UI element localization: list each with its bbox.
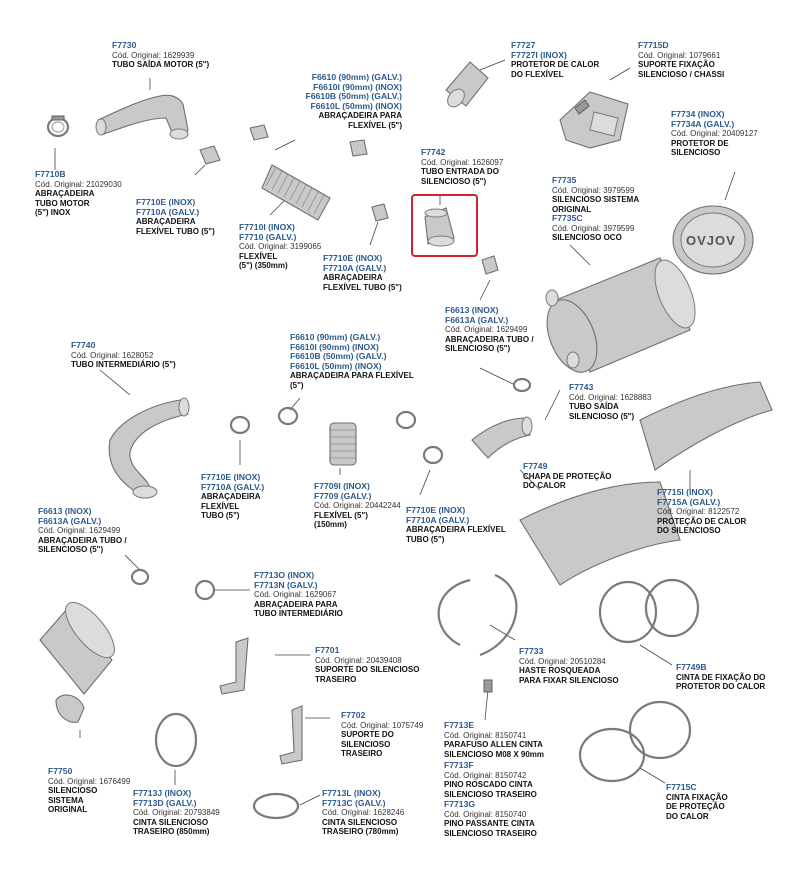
clamp-f7713o <box>196 581 214 599</box>
original-code: Cód. Original: 20442244 <box>314 501 401 511</box>
original-code: Cód. Original: 8150742 <box>444 770 527 780</box>
part-description: CINTA SILENCIOSO <box>133 817 209 827</box>
part-description: TUBO (5") <box>201 511 240 521</box>
part-description: TRASEIRO <box>315 674 357 684</box>
part-description: SILENCIOSO (5") <box>569 411 635 421</box>
original-code: Cód. Original: 21029030 <box>35 179 122 189</box>
part-description: ABRAÇADEIRA PARA <box>254 599 338 609</box>
part-code: F6610 (90mm) (GALV.) <box>290 332 381 342</box>
part-description: SILENCIOSO <box>341 739 391 749</box>
part-description: PROTETOR DE CALOR <box>511 60 600 70</box>
part-code: F7710I (INOX) <box>239 222 295 232</box>
part-description: TRASEIRO <box>341 749 383 759</box>
part-description: PINO PASSANTE CINTA <box>444 819 535 829</box>
part-description: ORIGINAL <box>552 204 592 214</box>
part-label <box>421 148 503 186</box>
part-description: PROTETOR DE <box>671 138 729 148</box>
part-code: F7710E (INOX) <box>406 505 466 515</box>
clamp-upper-1 <box>200 146 220 164</box>
part-code: F6610I (90mm) (INOX) <box>313 81 402 92</box>
clamp-f6613-ring <box>514 379 530 391</box>
part-label <box>552 214 634 243</box>
part-code: F7749 <box>523 461 548 471</box>
part-description: DE PROTEÇÃO <box>666 802 725 812</box>
part-description: PARA FIXAR SILENCIOSO <box>519 675 619 685</box>
part-description: FLEXÍVEL (5") <box>314 510 368 520</box>
part-label <box>444 721 544 759</box>
strap-f7715c <box>580 702 690 781</box>
part-label <box>323 254 402 292</box>
part-description: DO CALOR <box>666 811 709 821</box>
bracket-f7701 <box>220 638 248 694</box>
part-description: SISTEMA <box>48 795 84 805</box>
part-description: TRASEIRO (780mm) <box>322 827 399 837</box>
part-code: F7713D (GALV.) <box>133 797 197 808</box>
part-label <box>341 711 423 759</box>
rod-f7733 <box>439 575 517 655</box>
part-code: F6613A (GALV.) <box>445 314 509 325</box>
highlight-box <box>411 194 478 257</box>
part-description: CINTA DE FIXAÇÃO DO <box>676 672 766 682</box>
part-label <box>322 789 404 837</box>
part-description: DO FLEXÍVEL <box>511 69 564 79</box>
original-code: Cód. Original: 1079661 <box>638 50 721 60</box>
part-code: F6613 (INOX) <box>445 305 499 315</box>
part-description: CINTA SILENCIOSO <box>322 817 398 827</box>
part-code: F6610B (50mm) (GALV.) <box>290 351 387 362</box>
part-description: ABRAÇADEIRA <box>35 189 95 199</box>
part-description: FLEXÍVEL TUBO (5") <box>136 226 215 236</box>
flexible-f7710 <box>262 165 330 220</box>
clamp-mid-3 <box>397 412 415 428</box>
part-description: TUBO INTERMEDIÁRIO (5") <box>71 360 176 370</box>
part-code: F7730 <box>112 40 137 50</box>
part-code: F6610L (50mm) (INOX) <box>290 360 382 371</box>
badge-text: OVJOV <box>686 233 736 248</box>
part-label <box>239 223 321 271</box>
part-label <box>254 571 343 619</box>
part-description: ABRAÇADEIRA FLEXÍVEL <box>406 525 506 535</box>
part-code: F7743 <box>569 382 594 392</box>
part-description: SILENCIOSO <box>671 148 721 158</box>
part-label <box>136 198 215 236</box>
part-description: (5") <box>290 380 304 390</box>
part-code: F7710E (INOX) <box>323 253 383 263</box>
part-description: ABRAÇADEIRA PARA <box>318 111 402 121</box>
part-code: F7713E <box>444 720 475 730</box>
clamp-mid-2 <box>279 408 297 424</box>
part-description: SILENCIOSO TRASEIRO <box>444 828 537 838</box>
part-description: TUBO INTERMEDIÁRIO <box>254 609 343 619</box>
part-code: F7749B <box>676 662 707 672</box>
part-code: F7742 <box>421 147 446 157</box>
part-label <box>444 800 537 838</box>
part-label <box>671 110 758 158</box>
part-code: F7710A (GALV.) <box>406 514 470 525</box>
part-description: PROTEÇÃO DE CALOR <box>657 516 747 526</box>
part-description: (5") (350mm) <box>239 261 288 271</box>
part-code: F7710B <box>35 169 66 179</box>
part-label <box>406 506 506 544</box>
part-label <box>133 789 220 837</box>
clamp-f6613-mid <box>482 256 498 274</box>
strap-f7713j <box>156 714 196 766</box>
part-description: SILENCIOSO SISTEMA <box>552 195 640 205</box>
part-code: F7715I (INOX) <box>657 487 713 497</box>
part-description: PROTETOR DO CALOR <box>676 682 766 692</box>
part-code: F7709I (INOX) <box>314 481 370 491</box>
part-code: F7710E (INOX) <box>136 197 196 207</box>
part-label <box>315 646 419 684</box>
part-code: F6610I (90mm) (INOX) <box>290 341 379 352</box>
part-description: TRASEIRO (850mm) <box>133 827 210 837</box>
original-code: Cód. Original: 20439408 <box>315 655 402 665</box>
part-code: F7734 (INOX) <box>671 109 725 119</box>
part-description: SILENCIOSO TRASEIRO <box>444 789 537 799</box>
part-code: F7715C <box>666 782 697 792</box>
part-description: FLEXÍVEL <box>239 251 278 261</box>
part-description: SUPORTE DO SILENCIOSO <box>315 665 420 675</box>
plate-f7749 <box>520 482 680 585</box>
part-description: CHAPA DE PROTEÇÃO <box>523 471 612 481</box>
part-description: SILENCIOSO (5") <box>38 545 104 555</box>
part-label <box>112 41 209 70</box>
original-code: Cód. Original: 8150741 <box>444 730 527 740</box>
part-description: ABRAÇADEIRA TUBO / <box>445 334 534 344</box>
part-code: F7713N (GALV.) <box>254 579 318 590</box>
part-description: CINTA FIXAÇÃO <box>666 792 728 802</box>
part-label <box>201 473 264 521</box>
original-code: Cód. Original: 1629939 <box>112 50 195 60</box>
part-description: SILENCIOSO OCO <box>552 233 622 243</box>
muffler-f7750 <box>40 595 123 722</box>
part-description: PINO ROSCADO CINTA <box>444 780 533 790</box>
part-code: F7713O (INOX) <box>254 570 315 580</box>
part-code: F7750 <box>48 766 73 776</box>
original-code: Cód. Original: 1676499 <box>48 776 131 786</box>
original-code: Cód. Original: 20510284 <box>519 656 606 666</box>
part-description: ABRAÇADEIRA <box>323 273 383 283</box>
part-description: PARAFUSO ALLEN CINTA <box>444 740 543 750</box>
part-code: F7713J (INOX) <box>133 788 192 798</box>
leader-lines <box>55 60 735 805</box>
part-label <box>38 507 127 555</box>
part-code: F7713C (GALV.) <box>322 797 386 808</box>
part-description: SILENCIOSO (5") <box>421 176 487 186</box>
part-description: SUPORTE DO <box>341 730 394 740</box>
part-code: F7727I (INOX) <box>511 49 567 60</box>
original-code: Cód. Original: 1628883 <box>569 392 652 402</box>
clamp-mid-1 <box>231 417 249 433</box>
part-label <box>290 333 414 391</box>
part-code: F7733 <box>519 646 544 656</box>
part-description: TUBO MOTOR <box>35 198 90 208</box>
part-description: TUBO (5") <box>406 534 445 544</box>
original-code: Cód. Original: 3199065 <box>239 242 322 252</box>
part-label <box>35 170 122 218</box>
part-code: F6610B (50mm) (GALV.) <box>305 91 402 102</box>
part-label <box>262 73 402 131</box>
bracket-f7702 <box>280 706 302 764</box>
part-code: F7709 (GALV.) <box>314 490 372 501</box>
part-description: HASTE ROSQUEADA <box>519 666 601 676</box>
heatshield-f7715i <box>640 382 772 470</box>
part-description: DO CALOR <box>523 481 566 491</box>
part-code: F6613A (GALV.) <box>38 515 102 526</box>
part-code: F7715D <box>638 40 669 50</box>
part-label <box>445 306 534 354</box>
part-code: F7713F <box>444 760 474 770</box>
part-code: F7702 <box>341 710 366 720</box>
part-label <box>511 41 599 79</box>
part-description: ABRAÇADEIRA PARA FLEXÍVEL <box>290 371 414 381</box>
part-code: F7735 <box>552 175 577 185</box>
original-code: Cód. Original: 3979599 <box>552 223 635 233</box>
part-label <box>552 176 639 214</box>
part-description: SUPORTE FIXAÇÃO <box>638 60 715 70</box>
part-code: F7713L (INOX) <box>322 788 381 798</box>
part-label <box>523 462 611 491</box>
part-description: ORIGINAL <box>48 805 88 815</box>
part-code: F7710A (GALV.) <box>323 262 387 273</box>
part-code: F7740 <box>71 340 96 350</box>
part-label <box>71 341 176 370</box>
muffler-f7735 <box>537 255 703 380</box>
part-label <box>657 488 746 536</box>
original-code: Cód. Original: 1075749 <box>341 720 424 730</box>
bolt-f7713e <box>484 680 492 692</box>
part-label <box>314 482 401 530</box>
part-description: ABRAÇADEIRA <box>136 217 196 227</box>
clamp-upper-4 <box>372 204 388 221</box>
original-code: Cód. Original: 20793849 <box>133 808 220 818</box>
part-code: F7735C <box>552 213 583 223</box>
tube-f7743 <box>472 417 532 458</box>
part-code: F7710 (GALV.) <box>239 231 297 242</box>
part-description: SILENCIOSO M08 X 90mm <box>444 749 545 759</box>
part-code: F7715A (GALV.) <box>657 496 721 507</box>
part-label <box>569 383 651 421</box>
part-label <box>519 647 619 685</box>
part-code: F7710A (GALV.) <box>136 206 200 217</box>
tube-f7740 <box>109 398 189 498</box>
original-code: Cód. Original: 1629067 <box>254 590 337 600</box>
original-code: Cód. Original: 20409127 <box>671 129 758 139</box>
part-code: F6610 (90mm) (GALV.) <box>311 72 402 82</box>
part-label <box>444 761 537 799</box>
clamp-mid-4 <box>424 447 442 463</box>
part-code: F7710A (GALV.) <box>201 481 265 492</box>
part-description: (5") INOX <box>35 208 71 218</box>
part-label <box>666 783 728 821</box>
original-code: Cód. Original: 8122572 <box>657 507 740 517</box>
flexible-f7709 <box>330 423 356 465</box>
original-code: Cód. Original: 1629499 <box>445 325 528 335</box>
part-label <box>638 41 724 79</box>
part-code: F7701 <box>315 645 340 655</box>
part-description: SILENCIOSO <box>48 786 98 796</box>
part-label <box>48 767 130 815</box>
strap-f7749b <box>600 580 698 642</box>
part-code: F6610L (50mm) (INOX) <box>310 100 402 111</box>
original-code: Cód. Original: 3979599 <box>552 185 635 195</box>
part-code: F7713G <box>444 799 476 809</box>
part-code: F7710E (INOX) <box>201 472 261 482</box>
part-description: FLEXÍVEL (5") <box>348 120 402 130</box>
strap-f7713l <box>254 794 298 818</box>
part-description: ABRAÇADEIRA TUBO / <box>38 535 127 545</box>
part-description: ABRAÇADEIRA <box>201 492 261 502</box>
clamp-f7710b <box>48 116 68 136</box>
part-code: F6613 (INOX) <box>38 506 92 516</box>
part-description: FLEXÍVEL <box>201 501 240 511</box>
part-description: SILENCIOSO (5") <box>445 344 511 354</box>
part-description: TUBO SAÍDA <box>569 402 619 412</box>
original-code: Cód. Original: 1626097 <box>421 157 504 167</box>
part-description: DO SILENCIOSO <box>657 526 721 536</box>
part-code: F7734A (GALV.) <box>671 118 735 129</box>
part-description: SILENCIOSO / CHASSI <box>638 69 725 79</box>
original-code: Cód. Original: 1628052 <box>71 350 154 360</box>
clamp-f6613-lower <box>132 570 148 584</box>
original-code: Cód. Original: 1628246 <box>322 808 405 818</box>
tube-f7730 <box>96 95 188 139</box>
part-description: (150mm) <box>314 520 347 530</box>
part-description: TUBO SAÍDA MOTOR (5") <box>112 60 210 70</box>
part-description: FLEXÍVEL TUBO (5") <box>323 282 402 292</box>
part-label <box>676 663 765 692</box>
part-code: F7727 <box>511 40 536 50</box>
original-code: Cód. Original: 8150740 <box>444 809 527 819</box>
clamp-upper-3 <box>350 140 367 156</box>
bracket-f7715d <box>560 92 628 148</box>
part-description: TUBO ENTRADA DO <box>421 167 499 177</box>
original-code: Cód. Original: 1629499 <box>38 526 121 536</box>
